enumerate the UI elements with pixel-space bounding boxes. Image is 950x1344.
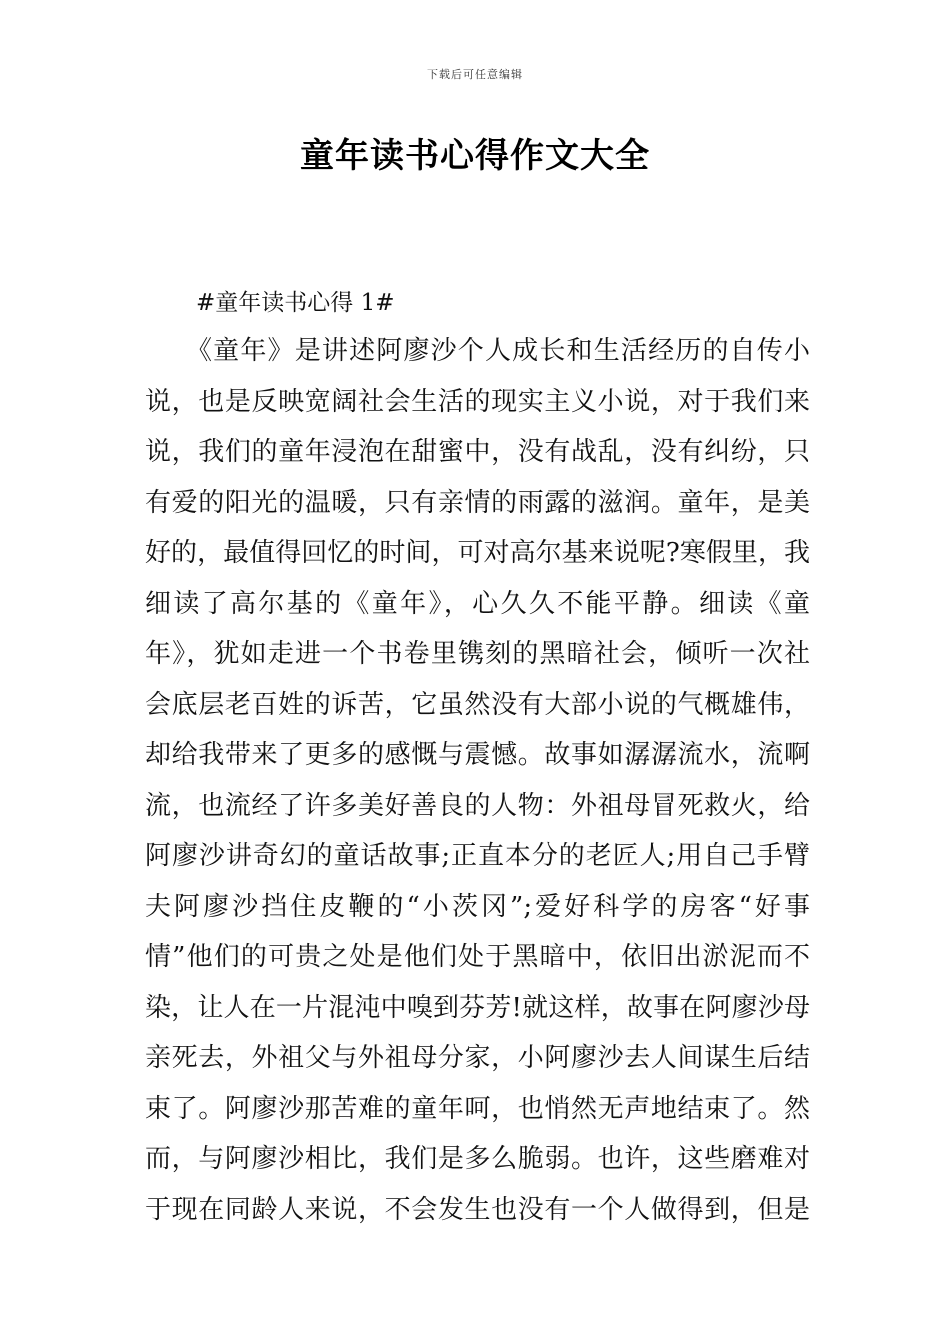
- paragraph-line: 却给我带来了更多的感慨与震憾。故事如潺潺流水，流啊: [145, 740, 810, 770]
- paragraph-line: 有爱的阳光的温暖，只有亲情的雨露的滋润。童年，是美: [145, 487, 810, 518]
- paragraph-line: 年》，犹如走进一个书卷里镌刻的黑暗社会，倾听一次社: [145, 639, 810, 669]
- paragraph-line: 亲死去，外祖父与外祖母分家，小阿廖沙去人间谋生后结: [145, 1043, 810, 1073]
- document-title: 童年读书心得作文大全: [300, 136, 650, 176]
- paragraph-line: 说，我们的童年浸泡在甜蜜中，没有战乱，没有纠纷，只: [145, 437, 810, 467]
- paragraph-line: 会底层老百姓的诉苦，它虽然没有大部小说的气概雄伟，: [145, 689, 810, 720]
- paragraph-line: 染，让人在一片混沌中嗅到芬芳!就这样，故事在阿廖沙母: [145, 992, 810, 1023]
- header-note: 下载后可任意编辑: [427, 68, 523, 81]
- paragraph-line: 《童年》是讲述阿廖沙个人成长和生活经历的自传小: [186, 336, 810, 366]
- section-heading: #童年读书心得 1#: [196, 290, 395, 316]
- paragraph-line: 情”他们的可贵之处是他们处于黑暗中，依旧出淤泥而不: [145, 942, 810, 972]
- paragraph-line: 细读了高尔基的《童年》，心久久不能平静。细读《童: [145, 588, 810, 619]
- paragraph-line: 阿廖沙讲奇幻的童话故事;正直本分的老匠人;用自己手臂: [145, 841, 810, 871]
- paragraph-line: 流，也流经了许多美好善良的人物：外祖母冒死救火，给: [145, 790, 810, 821]
- paragraph-line: 说，也是反映宽阔社会生活的现实主义小说，对于我们来: [145, 386, 810, 417]
- paragraph-line: 而，与阿廖沙相比，我们是多么脆弱。也许，这些磨难对: [145, 1144, 810, 1174]
- paragraph-line: 夫阿廖沙挡住皮鞭的“小茨冈”;爱好科学的房客“好事: [145, 891, 810, 922]
- body-paragraph: [145, 326, 810, 1235]
- paragraph-line: 束了。阿廖沙那苦难的童年呵，也悄然无声地结束了。然: [145, 1093, 810, 1124]
- paragraph-line: 于现在同龄人来说，不会发生也没有一个人做得到，但是: [145, 1194, 810, 1225]
- paragraph-line: 好的，最值得回忆的时间，可对高尔基来说呢?寒假里，我: [145, 538, 810, 568]
